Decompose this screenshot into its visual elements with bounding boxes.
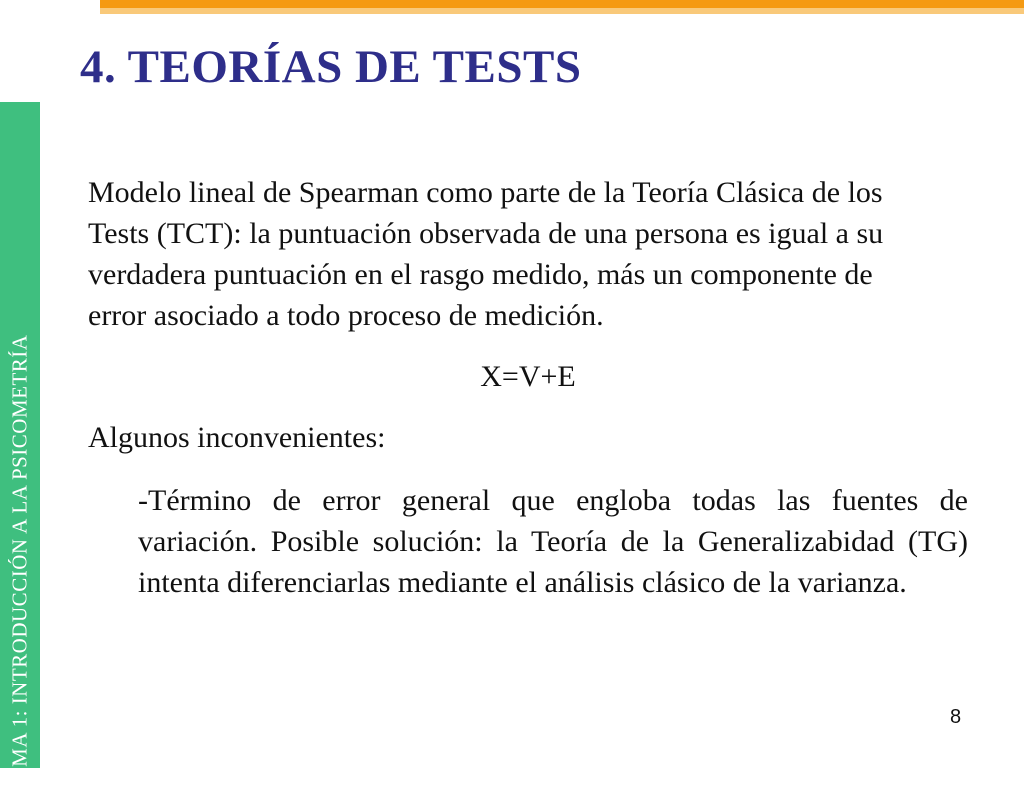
slide-title: 4. TEORÍAS DE TESTS	[80, 41, 582, 93]
bullet-item: -Término de error general que engloba todas las fuentes de variación. Posible solución: la Teoría de la Generalizabidad (TG) intenta diferenciarlas mediante el análisis clásico de la varianza.	[138, 484, 968, 599]
body-paragraph: Modelo lineal de Spearman como parte de la Teoría Clásica de los Tests (TCT): la puntuación observada de una persona es igual a su verdadera puntuación en el rasgo medido, más un componente de error asociado a todo proceso de medición.	[88, 176, 884, 332]
side-bar	[0, 102, 40, 793]
formula: X=V+E	[480, 360, 576, 393]
subheading: Algunos inconvenientes:	[88, 421, 386, 454]
page-number: 8	[950, 706, 962, 728]
top-accent-bar	[100, 0, 1024, 8]
slide-content	[88, 172, 968, 603]
side-label: TEMA 1: INTRODUCCIÓN A LA PSICOMETRÍA	[7, 334, 32, 793]
